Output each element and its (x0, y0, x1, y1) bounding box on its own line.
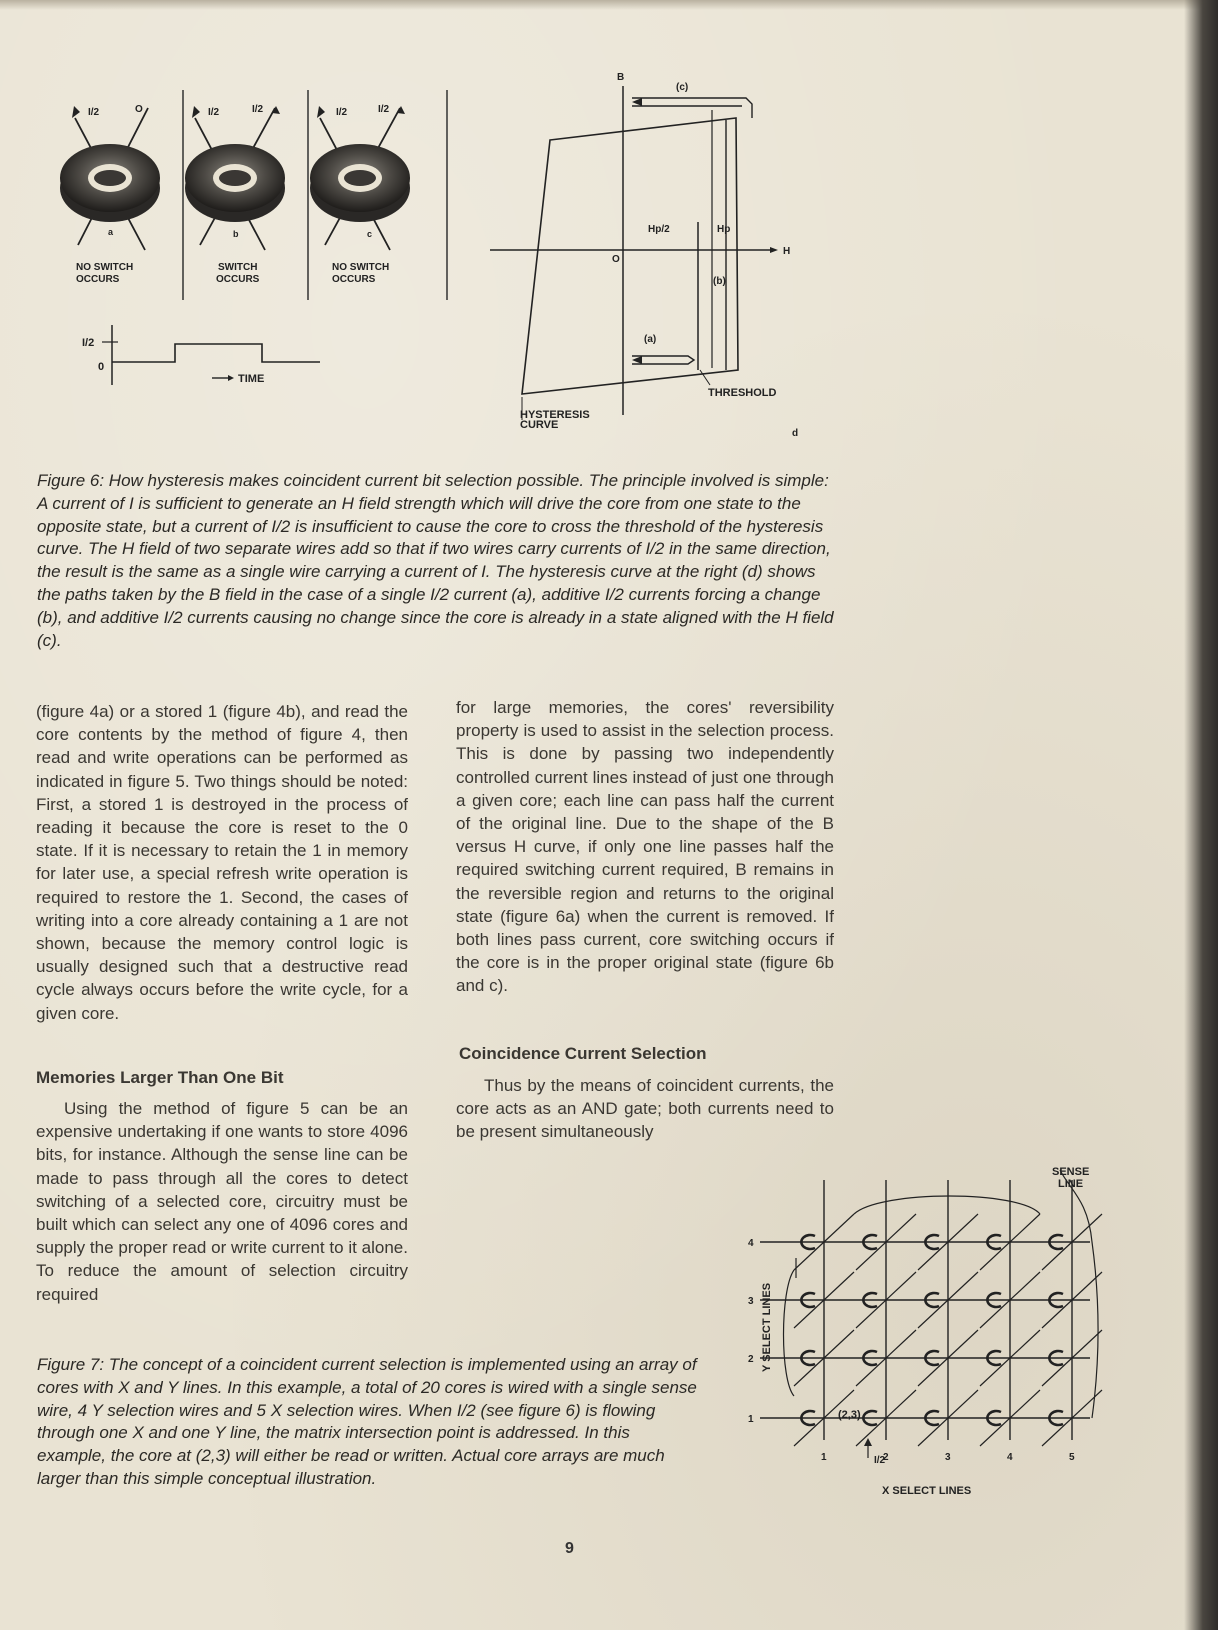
svg-text:I/2: I/2 (336, 107, 348, 118)
figure-6d-hysteresis (490, 70, 820, 440)
x-line-number: 5 (1069, 1452, 1075, 1463)
x-line-number: 2 (883, 1452, 889, 1463)
section-heading-memories: Memories Larger Than One Bit (36, 1068, 284, 1087)
sense-line-loop (784, 1270, 795, 1396)
svg-text:NO SWITCH: NO SWITCH (76, 262, 134, 273)
svg-text:(2,3): (2,3) (838, 1409, 861, 1421)
svg-text:CURVE: CURVE (520, 419, 559, 431)
svg-text:I/2: I/2 (82, 337, 95, 349)
figure-6-caption: Figure 6: How hysteresis makes coincident current bit selection possible. The principle involved is simple: A current of I is sufficient to generate an H field strength which will drive the core from one state to the opposite state, but a current of I/2 is insufficient to cause the core to cross the threshold of the hysteresis curve. The H field of two separate wires add so that if two wires carry currents of I/2 in the same direction, the result is the same as a single wire carrying a current of I. The hysteresis curve at the right (d) shows the paths taken by the B field in the case of a single I/2 current (a), additive I/2 currents forcing a change (b), and additive I/2 currents causing no change since the core is already in a state aligned with the H field (c). (37, 471, 834, 650)
svg-text:b: b (233, 229, 239, 239)
y-line-number: 1 (748, 1414, 754, 1425)
svg-text:0: 0 (98, 361, 105, 373)
svg-text:(b): (b) (713, 276, 726, 287)
svg-text:(c): (c) (676, 82, 689, 93)
svg-text:SWITCH: SWITCH (218, 262, 258, 273)
svg-text:Hp/2: Hp/2 (648, 224, 670, 235)
svg-text:(a): (a) (644, 334, 657, 345)
left-column-paragraph-1: (figure 4a) or a stored 1 (figure 4b), and read the core contents by the method of figure 4, then read and write operations can be performed as indicated in figure 5. Two things should be noted: First, a stored 1 is destroyed in the process of reading it because the core is reset to the 0 state. If it is necessary to retain the 1 in memory for later use, a special refresh write operation is required to restore the 1. Second, the cases of writing into a core already containing a 1 are not shown, because the memory control logic is usually designed such that a destructive read cycle always occurs before the write cycle, for a given core. (36, 702, 408, 1023)
page-number: 9 (565, 1540, 574, 1557)
right-column-paragraph-1: for large memories, the cores' reversibility property is used to assist in the selection process. This is done by passing two independently controlled current lines instead of just one through a given core; each line can pass half the current of the original line. Due to the shape of the B versus H curve, if only one line passes half the required switching current required, B remains in the reversible region and returns to the original state (figure 6a) when the current is removed. If both lines pass current, core switching occurs if the core is in the proper original state (figure 6b and c). (456, 698, 834, 996)
svg-text:TIME: TIME (238, 373, 265, 385)
x-line-number: 3 (945, 1452, 951, 1463)
svg-text:I/2: I/2 (378, 104, 390, 115)
svg-text:I/2: I/2 (252, 104, 264, 115)
svg-text:THRESHOLD: THRESHOLD (708, 387, 777, 399)
svg-text:X SELECT LINES: X SELECT LINES (882, 1485, 972, 1497)
svg-text:H: H (783, 246, 791, 257)
section-heading-coincidence: Coincidence Current Selection (459, 1044, 707, 1063)
y-line-number: 3 (748, 1296, 754, 1307)
hysteresis-loop (522, 118, 738, 394)
y-line-number: 2 (748, 1354, 754, 1365)
y-line-number: 4 (748, 1238, 754, 1249)
figure-6-cores (40, 80, 510, 480)
svg-text:a: a (108, 227, 114, 237)
core-b (185, 104, 285, 285)
page-binding-edge (1184, 0, 1218, 1630)
svg-text:Y SELECT LINES: Y SELECT LINES (761, 1282, 773, 1372)
svg-text:OCCURS: OCCURS (216, 274, 260, 285)
svg-text:I/2: I/2 (874, 1455, 886, 1466)
core-array-grid (748, 1170, 1102, 1463)
figure-7-caption: Figure 7: The concept of a coincident current selection is implemented using an array of cores with X and Y lines. In this example, a total of 20 cores is wired with a single sense wire, 4 Y selection wires and 5 X selection wires. When I/2 (see figure 6) is flowing through one X and one Y line, the matrix intersection point is addressed. In this example, the core at (2,3) will either be read or written. Actual core arrays are much larger than this simple conceptual illustration. (37, 1355, 697, 1488)
svg-text:HYSTERESIS: HYSTERESIS (520, 409, 590, 421)
svg-text:SENSE: SENSE (1052, 1166, 1090, 1178)
svg-text:I/2: I/2 (88, 107, 100, 118)
core-c (310, 104, 410, 285)
core-a (60, 104, 160, 285)
sense-line-loop (854, 1196, 1040, 1214)
pulse-timing-diagram (82, 325, 320, 385)
figure-7-core-array (740, 1160, 1120, 1520)
svg-text:OCCURS: OCCURS (332, 274, 376, 285)
x-line-number: 1 (821, 1452, 827, 1463)
svg-text:OCCURS: OCCURS (76, 274, 120, 285)
right-column-paragraph-2: Thus by the means of coincident currents, the core acts as an AND gate; both currents need to be present simultaneously (456, 1076, 834, 1142)
left-column-paragraph-2: Using the method of figure 5 can be an expensive undertaking if one wants to store 4096 bits, for instance. Although the sense line can be made to pass through all the cores to detect switching of a selected core, circuitry must be built which can select any one of 4096 cores and supply the proper read or write current to it alone. To reduce the amount of selection circuitry required (36, 1099, 408, 1304)
svg-text:O: O (612, 254, 620, 265)
svg-text:c: c (367, 229, 373, 239)
svg-text:O: O (135, 104, 143, 115)
svg-text:LINE: LINE (1058, 1178, 1084, 1190)
svg-text:I/2: I/2 (208, 107, 220, 118)
svg-text:B: B (617, 72, 625, 83)
svg-text:d: d (792, 428, 799, 439)
x-line-number: 4 (1007, 1452, 1013, 1463)
svg-text:Hp: Hp (717, 224, 731, 235)
current-arrow-head (864, 1438, 872, 1446)
page-top-edge (0, 0, 1218, 10)
svg-text:NO SWITCH: NO SWITCH (332, 262, 390, 273)
